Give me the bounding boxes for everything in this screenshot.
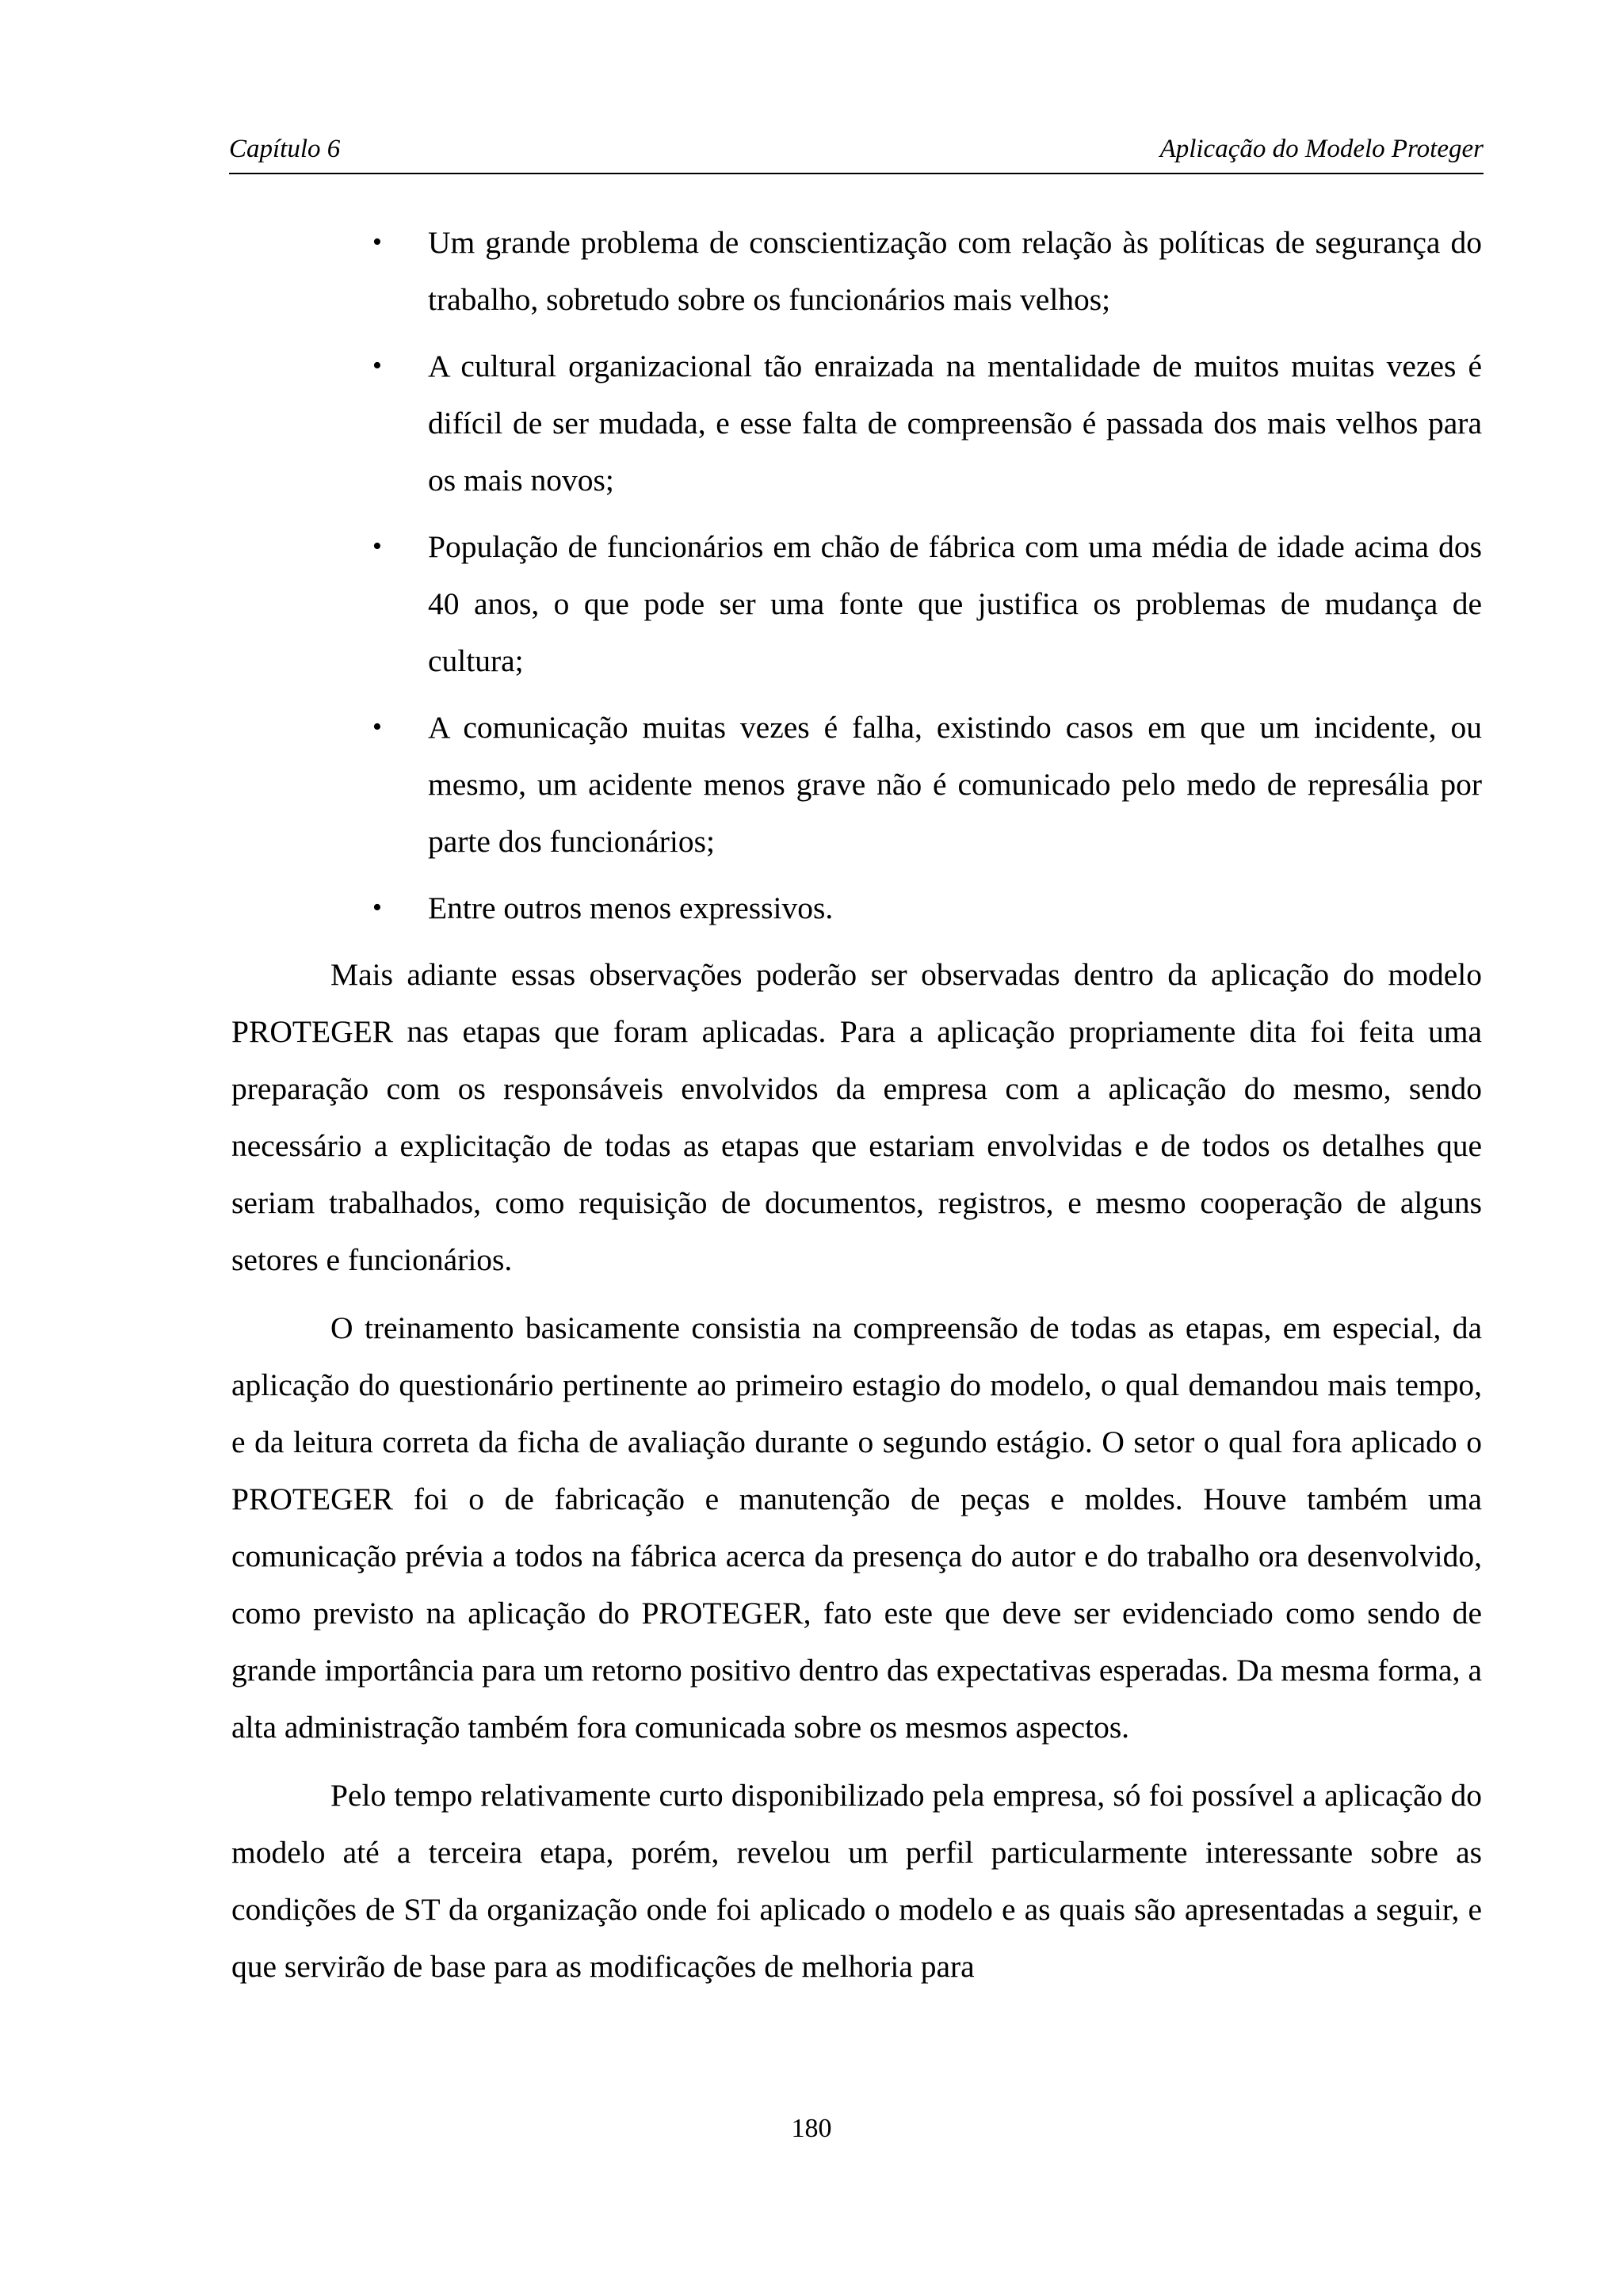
- section-title: Aplicação do Modelo Proteger: [1159, 135, 1484, 163]
- running-header: [229, 132, 1484, 174]
- body-text: [231, 214, 1482, 2006]
- list-item: [231, 699, 1482, 870]
- bullet-icon: •: [372, 712, 382, 742]
- page-number: 180: [791, 2114, 832, 2143]
- paragraph: Mais adiante essas observações poderão ser observadas dentro da aplicação do modelo PROTEGER nas etapas que foram aplicadas. Para a aplicação propriamente dita foi feita uma preparação com os responsáveis envolvidos da empresa com a aplicação do mesmo, sendo necessário a explicitação de todas as etapas que estariam envolvidas e de todos os detalhes que seriam trabalhados, como requisição de documentos, registros, e mesmo cooperação de alguns setores e funcionários.: [231, 957, 1482, 1277]
- bullet-icon: •: [372, 532, 382, 561]
- list-item: [231, 214, 1482, 328]
- list-item: [231, 338, 1482, 509]
- bullet-icon: •: [372, 351, 382, 380]
- list-item: [231, 518, 1482, 689]
- bullet-icon: •: [372, 227, 382, 257]
- list-item-text: A cultural organizacional tão enraizada na mentalidade de muitos muitas vezes é difícil de ser mudada, e esse falta de compreensão é passada dos mais velhos para os mais novos;: [428, 349, 1482, 498]
- list-item-text: Entre outros menos expressivos.: [428, 891, 834, 925]
- paragraph: Pelo tempo relativamente curto disponibilizado pela empresa, só foi possível a aplicação do modelo até a terceira etapa, porém, revelou um perfil particularmente interessante sobre as condições de ST da organização onde foi aplicado o modelo e as quais são apresentadas a seguir, e que servirão de base para as modificações de melhoria para: [231, 1778, 1482, 1984]
- list-item: [231, 879, 1482, 936]
- paragraph: O treinamento basicamente consistia na compreensão de todas as etapas, em especial, da aplicação do questionário pertinente ao primeiro estagio do modelo, o qual demandou mais tempo, e da leitura correta da ficha de avaliação durante o segundo estágio. O setor o qual fora aplicado o PROTEGER foi o de fabricação e manutenção de peças e moldes. Houve também uma comunicação prévia a todos na fábrica acerca da presença do autor e do trabalho ora desenvolvido, como previsto na aplicação do PROTEGER, fato este que deve ser evidenciado como sendo de grande importância para um retorno positivo dentro das expectativas esperadas. Da mesma forma, a alta administração também fora comunicada sobre os mesmos aspectos.: [231, 1310, 1482, 1745]
- list-item-text: População de funcionários em chão de fábrica com uma média de idade acima dos 40 anos, o que pode ser uma fonte que justifica os problemas de mudança de cultura;: [428, 529, 1482, 678]
- bullet-icon: •: [372, 893, 382, 922]
- bullet-list: [231, 214, 1482, 936]
- list-item-text: A comunicação muitas vezes é falha, existindo casos em que um incidente, ou mesmo, um acidente menos grave não é comunicado pelo medo de represália por parte dos funcionários;: [428, 710, 1482, 859]
- chapter-label: Capítulo 6: [229, 135, 341, 163]
- list-item-text: Um grande problema de conscientização com relação às políticas de segurança do trabalho, sobretudo sobre os funcionários mais velhos;: [428, 225, 1482, 317]
